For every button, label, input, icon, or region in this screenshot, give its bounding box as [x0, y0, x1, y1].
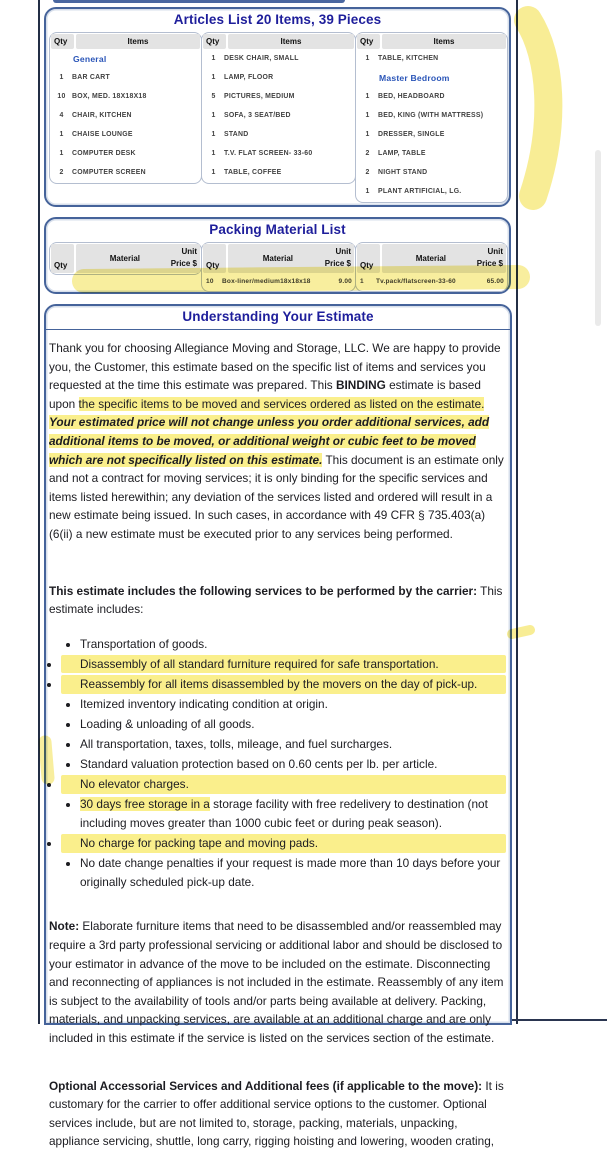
item-name: CHAIR, KITCHEN	[72, 112, 132, 119]
table-row	[203, 49, 354, 68]
item-name: LAMP, TABLE	[378, 150, 426, 157]
table-header	[357, 244, 506, 273]
qty-value: 2	[365, 150, 370, 157]
item-name: COMPUTER DESK	[72, 150, 136, 157]
qty-value: 2	[59, 169, 64, 176]
table-row	[51, 68, 200, 87]
unit-price-header	[171, 246, 197, 271]
scrollbar-thumb[interactable]	[595, 150, 601, 326]
note-text: Elaborate furniture items that need to be disassembled and/or reassembled may require a 3rd party professional servicing or additional labor and should be disclosed to your estimator in advance of the move to be included on the estimate. Disconnecting and reconnecting of appliances is not included in the estimate. Reassembly of any item is subject to the availability of tools and/or parts being available at delivery. Packing, materials, and unpacking services, are available at an additional charge and are only included in this estimate if the service is listed on the services section of the estimate.	[49, 919, 504, 1045]
item-name: BAR CART	[72, 74, 110, 81]
intro-text: Thank you for choosing Allegiance Moving and Storage, LLC. We are happy to provide you, the Customer, this estimate based on the specific list of items and services you requested at the time this estimate was prepared. This	[49, 341, 501, 393]
qty-value: 1	[360, 277, 364, 285]
articles-column-2	[201, 32, 356, 184]
item-name: TABLE, COFFEE	[224, 169, 282, 176]
qty-value: 4	[59, 112, 64, 119]
understanding-estimate-section	[44, 304, 512, 1149]
table-header	[51, 34, 200, 49]
table-row	[203, 125, 354, 144]
table-row	[203, 68, 354, 87]
qty-value: 5	[211, 93, 216, 100]
qty-value: 2	[365, 169, 370, 176]
table-row	[357, 106, 506, 125]
rows	[203, 273, 354, 290]
material-name: Box-liner/medium18x18x18	[222, 277, 311, 285]
highlighter-arc-mark	[528, 20, 548, 196]
table-row	[357, 49, 506, 68]
table-row	[357, 273, 506, 290]
item-name: BOX, MED. 18X18X18	[72, 93, 147, 100]
highlighted-text: 30 days free storage in a	[80, 797, 210, 812]
qty-value: 1	[211, 131, 216, 138]
room-group-label: Master Bedroom	[379, 72, 450, 83]
item-name: DRESSER, SINGLE	[378, 131, 445, 138]
highlighted-text: the specific items to be moved and services ordered as listed on the estimate.	[78, 396, 485, 411]
item-name: BED, KING (WITH MATTRESS)	[378, 112, 484, 119]
table-header	[203, 244, 354, 273]
item-name: BED, HEADBOARD	[378, 93, 445, 100]
qty-header: Qty	[203, 244, 226, 273]
item-name: LAMP, FLOOR	[224, 74, 274, 81]
price-label: Price $	[170, 259, 197, 269]
table-row	[203, 273, 354, 290]
binding-emphasis: BINDING	[336, 378, 386, 393]
table-row	[357, 125, 506, 144]
service-item: • Reassembly for all items disassembled by the movers on the day of pick-up.	[61, 675, 506, 694]
note-label: Note:	[49, 919, 80, 934]
qty-value: 1	[59, 74, 64, 81]
unit-price-header	[477, 246, 503, 271]
qty-value: 1	[211, 112, 216, 119]
item-name: COMPUTER SCREEN	[72, 169, 146, 176]
qty-header: Qty	[203, 34, 226, 49]
table-row	[203, 106, 354, 125]
qty-header: Qty	[357, 244, 380, 273]
unit-price-value: 9.00	[338, 277, 352, 285]
item-name: TABLE, KITCHEN	[378, 55, 439, 62]
material-price-header	[76, 244, 200, 273]
material-header: Material	[262, 253, 293, 263]
qty-value: 1	[211, 150, 216, 157]
material-header: Material	[109, 253, 140, 263]
page-edge-line-left	[38, 0, 40, 1024]
price-label: Price $	[476, 259, 503, 269]
table-row	[51, 125, 200, 144]
material-header: Material	[415, 253, 446, 263]
packing-material-title: Packing Material List	[209, 222, 346, 237]
unit-label: Unit	[181, 247, 197, 256]
unit-label: Unit	[335, 247, 351, 256]
item-name: SOFA, 3 SEAT/BED	[224, 112, 291, 119]
service-item: • Transportation of goods.	[80, 635, 506, 654]
previous-table-bottom-edge	[53, 0, 345, 3]
optional-services-label: Optional Accessorial Services and Additional fees (if applicable to the move):	[49, 1078, 483, 1093]
item-name: PLANT ARTIFICIAL, LG.	[378, 188, 462, 195]
table-header	[357, 34, 506, 49]
services-heading-normal: This estimate includes:	[49, 583, 503, 617]
room-group-label: General	[73, 53, 107, 64]
unit-label: Unit	[487, 247, 503, 256]
service-item: • No elevator charges.	[61, 775, 506, 794]
qty-value: 1	[59, 131, 64, 138]
qty-value: 1	[365, 55, 370, 62]
highlighted-bold-italic-text: Your estimated price will not change unless you order additional services, add additional items to be moved, or additional weight or cubic feet to be moved which are not specifically listed on this estimate.	[49, 415, 490, 467]
intro-paragraph	[49, 339, 506, 544]
rows	[357, 273, 506, 290]
articles-list-table	[44, 7, 511, 207]
service-item: • Standard valuation protection based on 0.60 cents per lb. per article.	[80, 755, 506, 774]
packing-column-3	[355, 242, 508, 292]
table-row	[357, 144, 506, 163]
intro-text: estimate is based upon	[49, 378, 481, 411]
table-row	[203, 87, 354, 106]
table-row	[51, 144, 200, 163]
optional-services-text: It is customary for the carrier to offer additional service options to the customer. Optional services include, but are not limited to, storage, packing, materials, unpacking, appliance servicing, shuttle, long carry, rigging hoisting and lowering, wooden crating,	[49, 1078, 504, 1149]
service-item: • Disassembly of all standard furniture required for safe transportation.	[61, 655, 506, 674]
qty-value: 10	[57, 93, 66, 100]
articles-column-1	[49, 32, 202, 184]
rows	[357, 49, 506, 201]
price-label: Price $	[324, 259, 351, 269]
services-list	[49, 635, 506, 892]
item-name: PICTURES, MEDIUM	[224, 93, 295, 100]
qty-header: Qty	[51, 34, 74, 49]
unit-price-value: 65.00	[486, 277, 504, 285]
qty-header: Qty	[51, 244, 74, 273]
material-price-header	[382, 244, 506, 273]
qty-value: 1	[365, 112, 370, 119]
table-row	[357, 87, 506, 106]
note-paragraph	[49, 917, 506, 1047]
items-header: Items	[228, 34, 354, 49]
qty-value: 10	[206, 277, 214, 285]
items-header: Items	[76, 34, 200, 49]
table-row	[357, 182, 506, 201]
articles-list-title: Articles List 20 Items, 39 Pieces	[173, 12, 382, 27]
packing-column-1	[49, 242, 202, 275]
service-item: • Loading & unloading of all goods.	[80, 715, 506, 734]
qty-value: 1	[59, 150, 64, 157]
material-name: Tv.pack/flatscreen-33-60	[376, 277, 456, 285]
service-item: • Itemized inventory indicating condition at origin.	[80, 695, 506, 714]
packing-material-table	[44, 217, 511, 294]
rows	[203, 49, 354, 182]
rows	[51, 49, 200, 182]
table-header	[51, 244, 200, 273]
services-heading-bold: This estimate includes the following services to be performed by the carrier:	[49, 583, 478, 598]
items-header: Items	[382, 34, 506, 49]
estimate-body	[46, 339, 510, 1151]
service-item: • All transportation, taxes, tolls, mileage, and fuel surcharges.	[80, 735, 506, 754]
item-name: DESK CHAIR, SMALL	[224, 55, 299, 62]
articles-column-3	[355, 32, 508, 203]
services-heading	[49, 582, 506, 619]
qty-value: 1	[365, 188, 370, 195]
qty-value: 1	[365, 93, 370, 100]
table-header	[203, 34, 354, 49]
qty-value: 1	[211, 169, 216, 176]
table-row	[51, 163, 200, 182]
unit-price-header	[325, 246, 351, 271]
highlighter-dash-mark	[512, 630, 530, 634]
material-price-header	[228, 244, 354, 273]
understanding-estimate-title: Understanding Your Estimate	[46, 306, 510, 330]
intro-text: This document is an estimate only and not a contract for moving services; it is only binding for the specific services and items listed herewithin; any deviation of the services listed and ordered will result in a new estimate being issued. In such cases, in accordance with 49 CFR § 735.403(a)(6(ii) a new estimate must be executed prior to any services being performed.	[49, 452, 504, 541]
item-name: STAND	[224, 131, 249, 138]
service-item: • 30 days free storage in a storage facility with free redelivery to destination (not including moves greater than 1000 cubic feet or during peak season).	[80, 795, 506, 832]
item-name: CHAISE LOUNGE	[72, 131, 133, 138]
packing-column-2	[201, 242, 356, 292]
table-row	[51, 87, 200, 106]
optional-services-paragraph	[49, 1077, 506, 1151]
service-item: • No charge for packing tape and moving pads.	[61, 834, 506, 853]
table-row	[203, 163, 354, 182]
table-row	[357, 163, 506, 182]
item-name: NIGHT STAND	[378, 169, 428, 176]
qty-value: 1	[365, 131, 370, 138]
item-name: T.V. FLAT SCREEN- 33-60	[224, 150, 313, 157]
qty-value: 1	[211, 55, 216, 62]
service-item: • No date change penalties if your request is made more than 10 days before your originally scheduled pick-up date.	[80, 854, 506, 891]
qty-header: Qty	[357, 34, 380, 49]
qty-value: 1	[211, 74, 216, 81]
table-row	[51, 106, 200, 125]
table-row	[203, 144, 354, 163]
page-edge-line-right	[516, 0, 518, 1024]
